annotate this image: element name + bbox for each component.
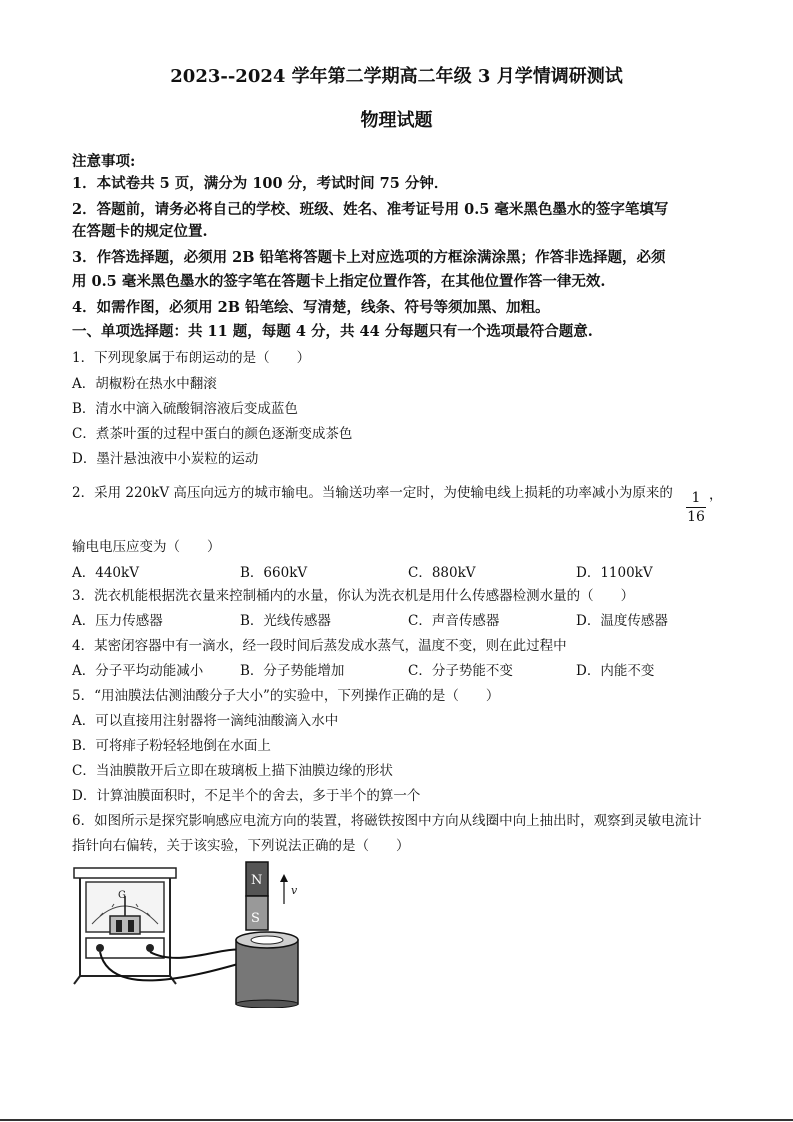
notice-item-4: 4．如需作图，必须用 2B 铅笔绘、写清楚，线条、符号等须加黑、加粗。	[72, 299, 550, 316]
fraction-numerator: 1	[691, 490, 701, 506]
question-2-stem-cont: 输电电压应变为（ ）	[72, 539, 221, 555]
notice-item-3: 3．作答选择题，必须用 2B 铅笔将答题卡上对应选项的方框涂满涂黑；作答非选择题，必须	[72, 249, 666, 266]
magnet-north-label: N	[251, 873, 263, 888]
question-4-option-d: D．内能不变	[576, 663, 655, 679]
question-3-option-b: B．光线传感器	[240, 613, 331, 629]
question-1-option-c: C．煮茶叶蛋的过程中蛋白的颜色逐渐变成茶色	[72, 426, 353, 442]
velocity-arrow-icon	[280, 874, 288, 904]
question-5-option-a: A．可以直接用注射器将一滴纯油酸滴入水中	[72, 713, 339, 729]
coil	[236, 932, 298, 1008]
question-5-option-b: B．可将痱子粉轻轻地倒在水面上	[72, 738, 271, 754]
magnet-south-label: S	[251, 911, 260, 926]
question-4-option-b: B．分子势能增加	[240, 663, 345, 679]
question-5-option-d: D．计算油膜面积时，不足半个的舍去，多于半个的算一个	[72, 788, 421, 804]
notice-item-1: 1．本试卷共 5 页，满分为 100 分，考试时间 75 分钟．	[72, 175, 449, 192]
question-5-stem: 5．“用油膜法估测油酸分子大小”的实验中，下列操作正确的是（ ）	[72, 688, 500, 704]
question-1-stem: 1．下列现象属于布朗运动的是（ ）	[72, 350, 311, 366]
question-1-option-b: B．清水中滴入硫酸铜溶液后变成蓝色	[72, 401, 298, 417]
galvanometer-label: G	[118, 890, 126, 901]
question-2-option-a: A．440kV	[72, 565, 139, 581]
question-4-option-c: C．分子势能不变	[408, 663, 513, 679]
question-4-stem: 4．某密闭容器中有一滴水，经一段时间后蒸发成水蒸气，温度不变，则在此过程中	[72, 638, 567, 654]
question-1-option-d: D．墨汁悬浊液中小炭粒的运动	[72, 451, 259, 467]
question-6-stem: 6．如图所示是探究影响感应电流方向的装置，将磁铁按图中方向从线圈中向上抽出时，观察到灵敏电流计	[72, 813, 702, 829]
galvanometer	[74, 868, 176, 984]
fraction-denominator: 16	[687, 509, 705, 525]
question-4-option-a: A．分子平均动能减小	[72, 663, 204, 679]
page-subtitle: 物理试题	[360, 110, 433, 131]
question-3-option-c: C．声音传感器	[408, 613, 500, 629]
question-2-option-c: C．880kV	[408, 565, 476, 581]
question-2-option-d: D．1100kV	[576, 565, 653, 581]
question-3-option-a: A．压力传感器	[72, 613, 163, 629]
bar-magnet	[246, 862, 268, 930]
notice-item-3-cont: 用 0.5 毫米黑色墨水的签字笔在答题卡上指定位置作答，在其他位置作答一律无效.	[72, 273, 606, 290]
question-1-option-a: A．胡椒粉在热水中翻滚	[72, 376, 217, 392]
question-2-option-b: B．660kV	[240, 565, 308, 581]
experiment-figure	[70, 858, 310, 1008]
question-3-option-d: D．温度传感器	[576, 613, 668, 629]
fraction-bar	[686, 507, 706, 508]
section-heading: 一、单项选择题：共 11 题，每题 4 分，共 44 分每题只有一个选项最符合题意.	[72, 323, 593, 340]
question-3-stem: 3．洗衣机能根据洗衣量来控制桶内的水量，你认为洗衣机是用什么传感器检测水量的（ ）	[72, 588, 635, 604]
page-bottom-border	[0, 1119, 793, 1121]
notice-item-2-cont: 在答题卡的规定位置.	[72, 223, 208, 240]
question-5-option-c: C．当油膜散开后立即在玻璃板上描下油膜边缘的形状	[72, 763, 393, 779]
notice-item-2: 2．答题前，请务必将自己的学校、班级、姓名、准考证号用 0.5 毫米黑色墨水的签字笔填写	[72, 201, 669, 218]
page-title: 2023--2024 学年第二学期高二年级 3 月学情调研测试	[170, 66, 623, 87]
question-2-stem: 2．采用 220kV 高压向远方的城市输电。当输送功率一定时，为使输电线上损耗的功率减小为原来的	[72, 485, 673, 501]
notice-heading: 注意事项:	[72, 153, 136, 170]
question-2-fraction	[686, 490, 706, 525]
velocity-label: v	[291, 884, 298, 897]
question-2-punct: ，	[709, 487, 723, 503]
question-6-stem-cont: 指针向右偏转，关于该实验，下列说法正确的是（ ）	[72, 838, 410, 854]
